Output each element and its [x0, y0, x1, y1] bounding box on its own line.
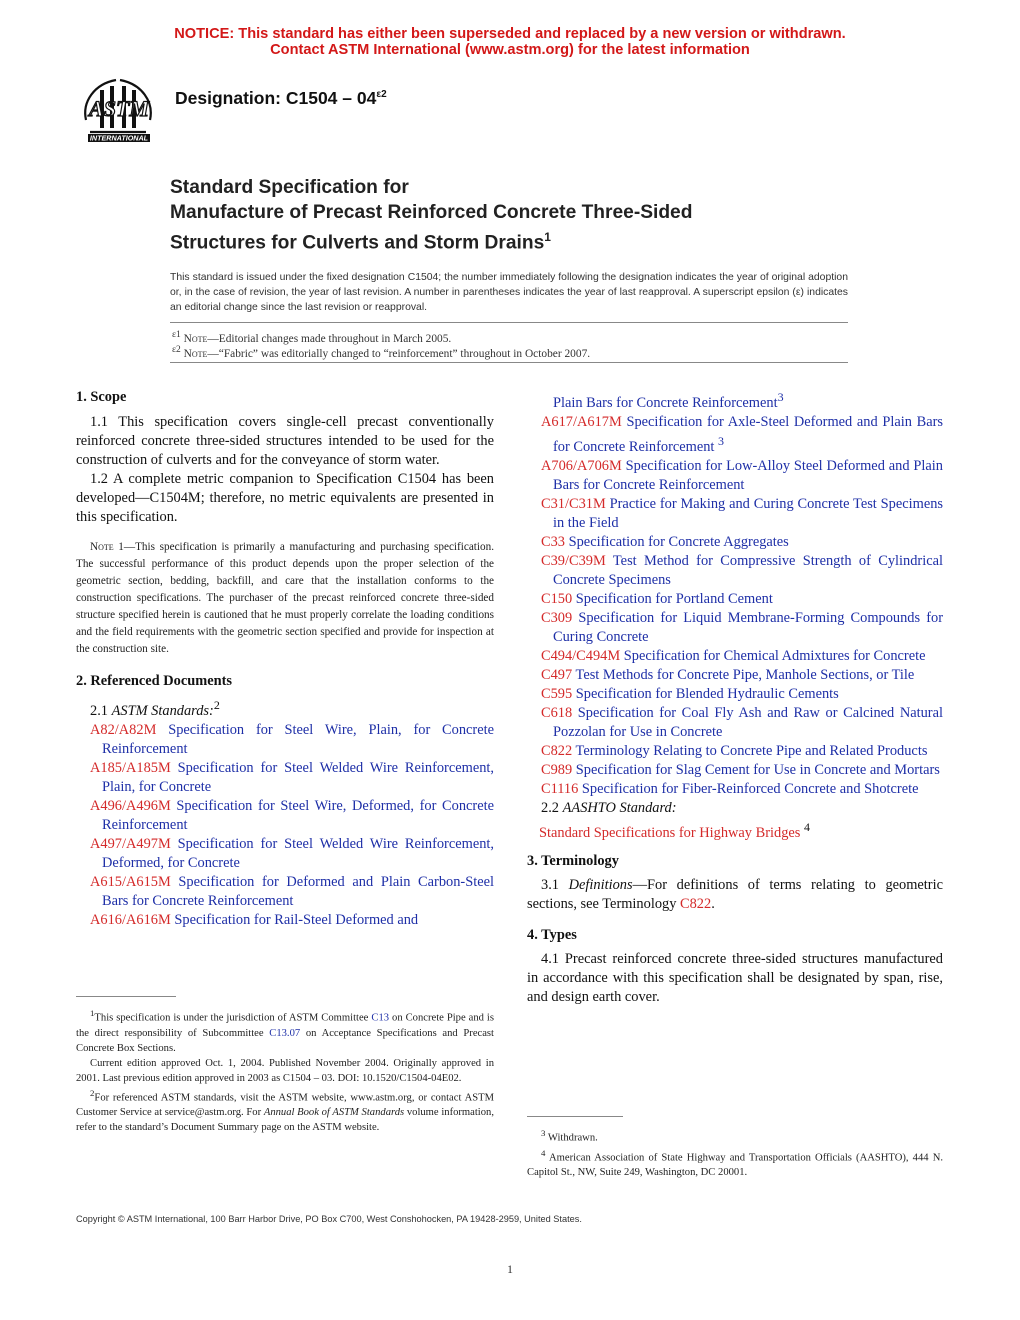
refdocs-2-1-num: 2.1 [90, 702, 108, 719]
title-line-2: Manufacture of Precast Reinforced Concrete Three-Sided [170, 202, 693, 223]
ref-continuation-sup: 3 [777, 390, 784, 404]
scope-1-2: 1.2 A complete metric companion to Specification C1504 has been developed—C1504M; therefore, no metric equivalents are presented in this specification. [76, 471, 494, 525]
ref-item[interactable] [541, 742, 943, 761]
ref-code-link[interactable]: C309 [541, 609, 573, 626]
footnote-1-mark: 1 [90, 1008, 95, 1018]
footnote-2-italic: Annual Book of ASTM Standards [263, 1107, 405, 1119]
refdocs-2-2-num: 2.2 [541, 799, 559, 816]
terminology-text: —For definitions of terms relating to geometric sections, see Terminology [527, 877, 943, 913]
scope-1-1: 1.1 This specification covers single-cell precast conventionally reinforced concrete three-sided structures intended to be used for the construction of culverts and for the conveyance of storm water. [76, 414, 494, 468]
ref-continuation[interactable] [541, 388, 943, 413]
footnote-1 [76, 1006, 494, 1056]
ref-code-link[interactable]: A617/A617M [541, 413, 622, 430]
page-number: 1 [507, 1262, 513, 1276]
footnote-1-text-a: This specification is under the jurisdiction of ASTM Committee [94, 1012, 372, 1024]
astm-logo-graphic [76, 74, 162, 150]
ref-item[interactable] [541, 780, 943, 799]
ref-code-link[interactable]: C494/C494M [541, 647, 621, 664]
right-column [527, 388, 943, 1007]
ref-code-link[interactable]: C31/C31M [541, 495, 606, 512]
ref-code-link[interactable]: A706/A706M [541, 457, 622, 474]
ref-code-link[interactable]: A185/A185M [90, 759, 171, 776]
ref-item[interactable] [90, 759, 494, 797]
footnote-3-mark: 3 [541, 1128, 546, 1138]
refdocs-2-1 [76, 696, 494, 721]
aashto-sup: 4 [803, 819, 810, 834]
ref-title-link[interactable]: Specification for Portland Cement [575, 590, 773, 607]
ref-title-link[interactable]: Specification for Steel Wire, Plain, for Concrete Reinforcement [102, 721, 494, 757]
note-1-label: Note [183, 332, 208, 345]
footnote-2-text-b: volume information, refer to the standard’s Document Summary page on the ASTM website. [76, 1107, 494, 1134]
types-heading: 4. Types [527, 927, 577, 944]
ref-item[interactable] [90, 797, 494, 835]
ref-code-link[interactable]: C595 [541, 685, 573, 702]
ref-title-link[interactable]: Specification for Chemical Admixtures for Concrete [623, 647, 926, 664]
terminology-label: Definitions [568, 877, 633, 894]
types-4-1: 4.1 Precast reinforced concrete three-sided structures manufactured in accordance with this specification shall be designated by span, rise, and design earth cover. [527, 951, 943, 1006]
footnotes-left [76, 1006, 494, 1135]
footnote-1-text-b: on Concrete Pipe and is the direct responsibility of Subcommittee [76, 1012, 494, 1039]
ref-code-link[interactable]: C618 [541, 704, 573, 721]
logo-subtext: INTERNATIONAL [89, 133, 149, 143]
note-2-text: —“Fabric” was editorially changed to “reinforcement” throughout in October 2007. [207, 347, 591, 360]
ref-item[interactable] [541, 552, 943, 590]
ref-code-link[interactable]: C989 [541, 761, 573, 778]
ref-item[interactable] [541, 533, 943, 552]
scope-note-text: —This specification is primarily a manufacturing and purchasing specification. The successful performance of this product depends upon the proper selection of the geometric section, bedding, backfill, and care that the installation conforms to the construction specifications. The purchaser of the precast reinforced concrete three-sided structure specified herein is cautioned that he must properly correlate the loading conditions and the field requirements with the geometric section specified and provide for inspection at the construction site. [76, 541, 494, 655]
ref-item[interactable] [541, 685, 943, 704]
logo-text: ASTM [89, 96, 149, 121]
ref-title-link[interactable]: Specification for Low-Alloy Steel Deformed and Plain Bars for Concrete Reinforcement [553, 457, 943, 493]
footnote-3 [527, 1126, 943, 1146]
note-1-mark: ε1 [172, 330, 181, 340]
ref-item[interactable] [541, 495, 943, 533]
ref-item[interactable] [90, 721, 494, 759]
ref-code-link[interactable]: A616/A616M [90, 911, 171, 928]
footnote-4-mark: 4 [541, 1147, 546, 1158]
ref-code-link[interactable]: A615/A615M [90, 873, 171, 890]
footnote-4 [527, 1146, 943, 1181]
footnote-divider [527, 1116, 623, 1117]
ref-code-link[interactable]: C1116 [541, 780, 579, 797]
note-2-mark: ε2 [172, 345, 181, 355]
ref-list-right [541, 388, 943, 799]
aashto-link[interactable]: Standard Specifications for Highway Bridges [539, 824, 801, 841]
document-title [170, 175, 692, 255]
scope-note-label: Note 1 [90, 541, 124, 553]
ref-item[interactable] [541, 647, 943, 666]
title-sup: 1 [544, 230, 551, 244]
scope-note-1 [76, 539, 494, 658]
subcommittee-link[interactable]: C13.07 [269, 1027, 301, 1039]
editorial-note-2 [172, 343, 590, 362]
ref-item[interactable] [541, 609, 943, 647]
aashto-ref[interactable] [539, 818, 943, 843]
ref-title-link[interactable]: Specification for Deformed and Plain Carbon-Steel Bars for Concrete Reinforcement [102, 873, 494, 909]
ref-title-link[interactable]: Specification for Coal Fly Ash and Raw or Calcined Natural Pozzolan for Use in Concrete [553, 704, 943, 740]
committee-link[interactable]: C13 [371, 1012, 390, 1024]
notice-line-2: Contact ASTM International (www.astm.org) for the latest information [270, 42, 750, 58]
ref-code-link[interactable]: C497 [541, 666, 573, 683]
note-1-text: —Editorial changes made throughout in March 2005. [207, 332, 452, 345]
footnote-4-text: American Association of State Highway and Transportation Officials (AASHTO), 444 N. Capitol St., NW, Suite 249, Washington, DC 20001. [527, 1152, 943, 1179]
ref-code-link[interactable]: C150 [541, 590, 573, 607]
ref-item[interactable] [541, 704, 943, 742]
title-line-1: Standard Specification for [170, 177, 409, 198]
footnote-3-text: Withdrawn. [547, 1132, 598, 1144]
ref-item[interactable] [90, 873, 494, 911]
terminology-link[interactable]: C822 [680, 896, 712, 913]
ref-title-link[interactable]: Specification for Steel Wire, Deformed, for Concrete Reinforcement [102, 797, 494, 833]
ref-title-link[interactable]: Practice for Making and Curing Concrete Test Specimens in the Field [553, 495, 944, 531]
designation [175, 88, 387, 109]
footnote-divider [76, 996, 176, 997]
refdocs-2-1-sup: 2 [213, 698, 220, 712]
ref-title-link[interactable]: Test Method for Compressive Strength of Cylindrical Concrete Specimens [553, 552, 944, 588]
refdocs-2-2 [527, 799, 943, 818]
ref-title-link[interactable]: Specification for Liquid Membrane-Forming Compounds for Curing Concrete [553, 609, 943, 645]
footnote-1-text-c: on Acceptance Specifications and Precast Concrete Box Sections. [76, 1027, 494, 1054]
footnotes-right [527, 1126, 943, 1180]
ref-item[interactable] [541, 761, 943, 780]
ref-item[interactable] [541, 590, 943, 609]
footnote-2-mark: 2 [90, 1087, 95, 1098]
ref-title-link[interactable]: Specification for Slag Cement for Use in Concrete and Mortars [575, 761, 940, 778]
footnote-2-text-a: For referenced ASTM standards, visit the ASTM website, www.astm.org, or contact ASTM Customer Service at service@astm.org. For [76, 1092, 494, 1119]
divider [170, 322, 848, 323]
ref-sup: 3 [718, 433, 725, 448]
designation-sup: ε2 [376, 89, 387, 101]
notice-line-1: NOTICE: This standard has either been superseded and replaced by a new version or withdrawn. [174, 26, 846, 42]
ref-item[interactable] [541, 413, 943, 457]
refdocs-2-1-label: ASTM Standards: [111, 702, 214, 719]
footnote-2 [76, 1086, 494, 1136]
ref-code-link[interactable]: C39/C39M [541, 552, 606, 569]
ref-title-link[interactable]: Specification for Axle-Steel Deformed and Plain Bars for Concrete Reinforcement [553, 413, 943, 455]
refdocs-2-2-label: AASHTO Standard: [562, 799, 677, 816]
ref-title-link[interactable]: Specification for Blended Hydraulic Cements [575, 685, 839, 702]
terminology-end: . [711, 896, 715, 913]
ref-list-left [90, 721, 494, 930]
ref-code-link[interactable]: A496/A496M [90, 797, 171, 814]
ref-title-link[interactable]: Terminology Relating to Concrete Pipe and Related Products [575, 742, 928, 759]
ref-code-link[interactable]: A82/A82M [90, 721, 157, 738]
copyright-line: Copyright © ASTM International, 100 Barr Harbor Drive, PO Box C700, West Conshohocken, PA 19428-2959, United States. [76, 1214, 582, 1224]
ref-title-link[interactable]: Plain Bars for Concrete Reinforcement [553, 394, 778, 411]
footnote-1-approval: Current edition approved Oct. 1, 2004. Published November 2004. Originally approved in 2001. Last previous edition approved in 2003 as C1504 – 03. DOI: 10.1520/C1504-04E02. [76, 1057, 494, 1084]
ref-title-link[interactable]: Specification for Fiber-Reinforced Concrete and Shotcrete [581, 780, 919, 797]
designation-label: Designation: C1504 – 04 [175, 88, 377, 108]
ref-title-link[interactable]: Specification for Steel Welded Wire Reinforcement, Deformed, for Concrete [102, 835, 494, 871]
terminology-3-1 [527, 876, 943, 914]
ref-title-link[interactable]: Specification for Rail-Steel Deformed and [174, 911, 419, 928]
title-line-3: Structures for Culverts and Storm Drains [170, 232, 545, 254]
ref-item[interactable] [541, 457, 943, 495]
ref-title-link[interactable]: Specification for Concrete Aggregates [568, 533, 789, 550]
ref-item[interactable] [90, 911, 494, 930]
scope-heading: 1. Scope [76, 389, 127, 405]
ref-title-link[interactable]: Test Methods for Concrete Pipe, Manhole Sections, or Tile [575, 666, 915, 683]
standard-intro: This standard is issued under the fixed designation C1504; the number immediately following the designation indicates the year of original adoption or, in the case of revision, the year of last revision. A number in parentheses indicates the year of last reapproval. A superscript epsilon (ε) indicates an editorial change since the last revision or reapproval. [170, 272, 848, 313]
ref-item[interactable] [90, 835, 494, 873]
ref-code-link[interactable]: C822 [541, 742, 573, 759]
refdocs-heading: 2. Referenced Documents [76, 673, 232, 689]
astm-logo [76, 74, 162, 150]
note-2-label: Note [183, 347, 208, 360]
divider [170, 362, 848, 363]
ref-code-link[interactable]: A497/A497M [90, 835, 171, 852]
terminology-heading: 3. Terminology [527, 853, 619, 870]
left-column [76, 388, 494, 930]
withdrawal-notice [0, 26, 1020, 58]
ref-title-link[interactable]: Specification for Steel Welded Wire Reinforcement, Plain, for Concrete [102, 759, 494, 795]
ref-item[interactable] [541, 666, 943, 685]
terminology-num: 3.1 [541, 877, 559, 894]
ref-code-link[interactable]: C33 [541, 533, 565, 550]
